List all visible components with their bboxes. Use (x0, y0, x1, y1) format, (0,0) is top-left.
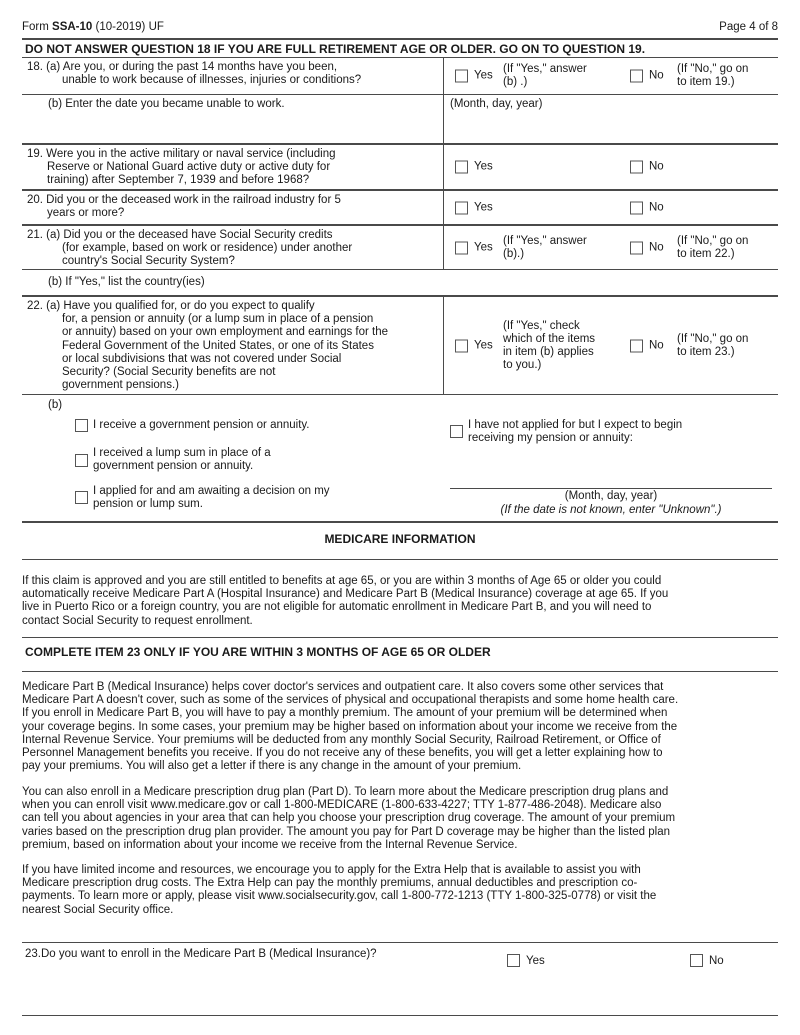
q22b-date-hint: (Month, day, year) (564, 490, 658, 502)
q19-no-checkbox[interactable] (630, 161, 643, 174)
question-18b-row (22, 95, 778, 145)
q18a-yes-label: Yes (474, 69, 493, 82)
q20-yes-checkbox[interactable] (455, 201, 468, 214)
q18a-no-condition: (If "No," go on to item 19.) (677, 63, 749, 88)
q22b-lump-sum-label: I received a lump sum in place of a government pension or annuity. (93, 447, 271, 473)
question-20-answer (444, 191, 778, 224)
question-19-answer (444, 145, 778, 189)
q23-no-label: No (709, 955, 724, 967)
q21b-country-input-area[interactable] (205, 270, 778, 295)
question-22b-label: (b) (48, 399, 63, 411)
question-18a-row (22, 58, 778, 95)
extra-help-paragraph: If you have limited income and resources, we encourage you to apply for the Extra Help that is available to assist you with Medicare prescription drug costs. The Extra Help can pay the monthly premiums, annual deductibles and prescription co- payments. To learn more or apply, please visit www.socialsecurity.gov, call 1-800-772-1213 (TTY 1-800-325-0778) or visit the nearest Social Security office. (22, 864, 657, 916)
medicare-part-d-paragraph: You can also enroll in a Medicare prescription drug plan (Part D). To learn more about the Medicare prescription drug plans and when you can enroll visit www.medicare.gov or call 1-800-MEDICARE (1-800-633-4227; TTY 1-877-486-2048). Medicare also can tell you about agencies in your area that can help you choose your prescription drug coverage. The amount of your premium varies based on the prescription drug plan provider. The amount you pay for Part D coverage may be higher than the listed plan premium, based on information about your income we receive from the Internal Revenue Service. (22, 786, 676, 851)
question-20-text: 20. Did you or the deceased work in the railroad industry for 5 years or more? (22, 191, 444, 224)
q22a-no-label: No (649, 338, 664, 351)
q22a-yes-condition: (If "Yes," check which of the items in item (b) applies to you.) (503, 319, 596, 371)
question-table (22, 38, 778, 523)
q19-yes-label: Yes (474, 160, 493, 173)
q22b-receive-pension-checkbox[interactable] (75, 419, 88, 432)
q21a-yes-condition: (If "Yes," answer (b).) (503, 234, 587, 260)
q21a-yes-checkbox[interactable] (455, 241, 468, 254)
form-id-rest: (10-2019) UF (92, 21, 164, 33)
question-18b-text: (b) Enter the date you became unable to work. (22, 95, 444, 143)
form-id-number: SSA-10 (52, 21, 93, 33)
question-21a-row (22, 226, 778, 270)
medicare-intro-paragraph: If this claim is approved and you are still entitled to benefits at age 65, or you are within 3 months of Age 65 or older you could automatically receive Medicare Part A (Hospital Insurance) and Medicare Part B (Medical Insurance) coverage at age 65. If you live in Puerto Rico or a foreign country, you are not eligible for automatic enrollment in Medicare Part B, and you will need to contact Social Security to request enrollment. (22, 575, 669, 627)
question-18-banner-text: DO NOT ANSWER QUESTION 18 IF YOU ARE FULL RETIREMENT AGE OR OLDER. GO ON TO QUESTION 19. (25, 42, 646, 56)
q18a-yes-checkbox[interactable] (455, 70, 468, 83)
q18b-date-hint: (Month, day, year) (450, 98, 543, 110)
q22b-awaiting-decision-checkbox[interactable] (75, 491, 88, 504)
q22a-yes-checkbox[interactable] (455, 339, 468, 352)
q23-yes-checkbox[interactable] (507, 954, 520, 967)
q22a-no-condition: (If "No," go on to item 23.) (677, 332, 749, 358)
q22b-not-applied-label: I have not applied for but I expect to begin receiving my pension or annuity: (468, 419, 683, 445)
q22b-awaiting-decision-label: I applied for and am awaiting a decision on my pension or lump sum. (93, 485, 330, 511)
q19-yes-checkbox[interactable] (455, 161, 468, 174)
q22b-receive-pension-label: I receive a government pension or annuity. (93, 419, 310, 431)
q18a-no-checkbox[interactable] (630, 70, 643, 83)
form-id (22, 21, 164, 34)
q22b-lump-sum-checkbox[interactable] (75, 454, 88, 467)
q18a-yes-condition: (If "Yes," answer (b) .) (503, 63, 587, 88)
question-20-row (22, 191, 778, 226)
question-21a-answer (444, 226, 778, 269)
q22b-not-applied-checkbox[interactable] (450, 425, 463, 438)
q20-yes-label: Yes (474, 200, 493, 213)
q21a-no-checkbox[interactable] (630, 241, 643, 254)
q20-no-label: No (649, 200, 664, 213)
question-18a-answer (444, 58, 778, 94)
complete-item-23-banner: COMPLETE ITEM 23 ONLY IF YOU ARE WITHIN 3 MONTHS OF AGE 65 OR OLDER (22, 637, 778, 672)
q21a-no-condition: (If "No," go on to item 22.) (677, 234, 749, 260)
page-header (22, 21, 778, 34)
q18a-no-label: No (649, 69, 664, 82)
question-19-text: 19. Were you in the active military or naval service (including Reserve or National Guard active duty or active duty for training) after September 7, 1939 and before 1968? (22, 145, 444, 189)
question-19-row (22, 145, 778, 191)
q22b-date-input-area[interactable] (450, 488, 772, 489)
question-23-row (22, 942, 778, 1016)
question-23-text: 23.Do you want to enroll in the Medicare Part B (Medical Insurance)? (25, 948, 377, 960)
medicare-part-b-paragraph: Medicare Part B (Medical Insurance) helps cover doctor's services and outpatient care. It also covers some other services that Medicare Part A doesn't cover, such as some of the services of physical and occupational therapists and some home health care. If you enroll in Medicare Part B, you will have to pay a monthly premium. The amount of your premium will be determined when your coverage begins. In some cases, your premium may be higher based on information about your income we receive from the Internal Revenue Service. Your premiums will be deducted from any monthly Social Security, Railroad Retirement, or Office of Personnel Management benefits you receive. If you do not receive any of these benefits, you will get a letter explaining how to pay your premiums. You will also get a letter if there is any change in the amount of your premium. (22, 681, 679, 773)
q21a-no-label: No (649, 240, 664, 253)
question-22a-row (22, 297, 778, 395)
q22a-no-checkbox[interactable] (630, 339, 643, 352)
question-18-banner (22, 40, 778, 58)
medicare-information-title: MEDICARE INFORMATION (22, 524, 778, 560)
q23-yes-label: Yes (526, 955, 545, 967)
q22a-yes-label: Yes (474, 338, 493, 351)
q22b-date-note: (If the date is not known, enter "Unknown".) (500, 504, 722, 516)
question-22a-text: 22. (a) Have you qualified for, or do you expect to qualify for, a pension or annuity (or a lump sum in place of a pension or annuity) based on your own employment and earnings for the Federal Government of the United States, or one of its States or local subdivisions that was not covered under Social Security? (Social Security benefits are not government pensions.) (22, 297, 444, 394)
q19-no-label: No (649, 160, 664, 173)
q20-no-checkbox[interactable] (630, 201, 643, 214)
form-id-word: Form (22, 21, 53, 33)
question-18a-text: 18. (a) Are you, or during the past 14 months have you been, unable to work because of illnesses, injuries or conditions? (22, 58, 444, 94)
question-21b-row (22, 270, 778, 297)
q21a-yes-label: Yes (474, 240, 493, 253)
question-22b-row (22, 395, 778, 523)
q18b-date-input-area[interactable] (444, 95, 778, 143)
question-21a-text: 21. (a) Did you or the deceased have Social Security credits (for example, based on work or residence) under another country's Social Security System? (22, 226, 444, 269)
question-22a-answer (444, 297, 778, 394)
page-number: Page 4 of 8 (719, 21, 778, 33)
question-21b-text: (b) If "Yes," list the country(ies) (48, 276, 205, 288)
q23-no-checkbox[interactable] (690, 954, 703, 967)
